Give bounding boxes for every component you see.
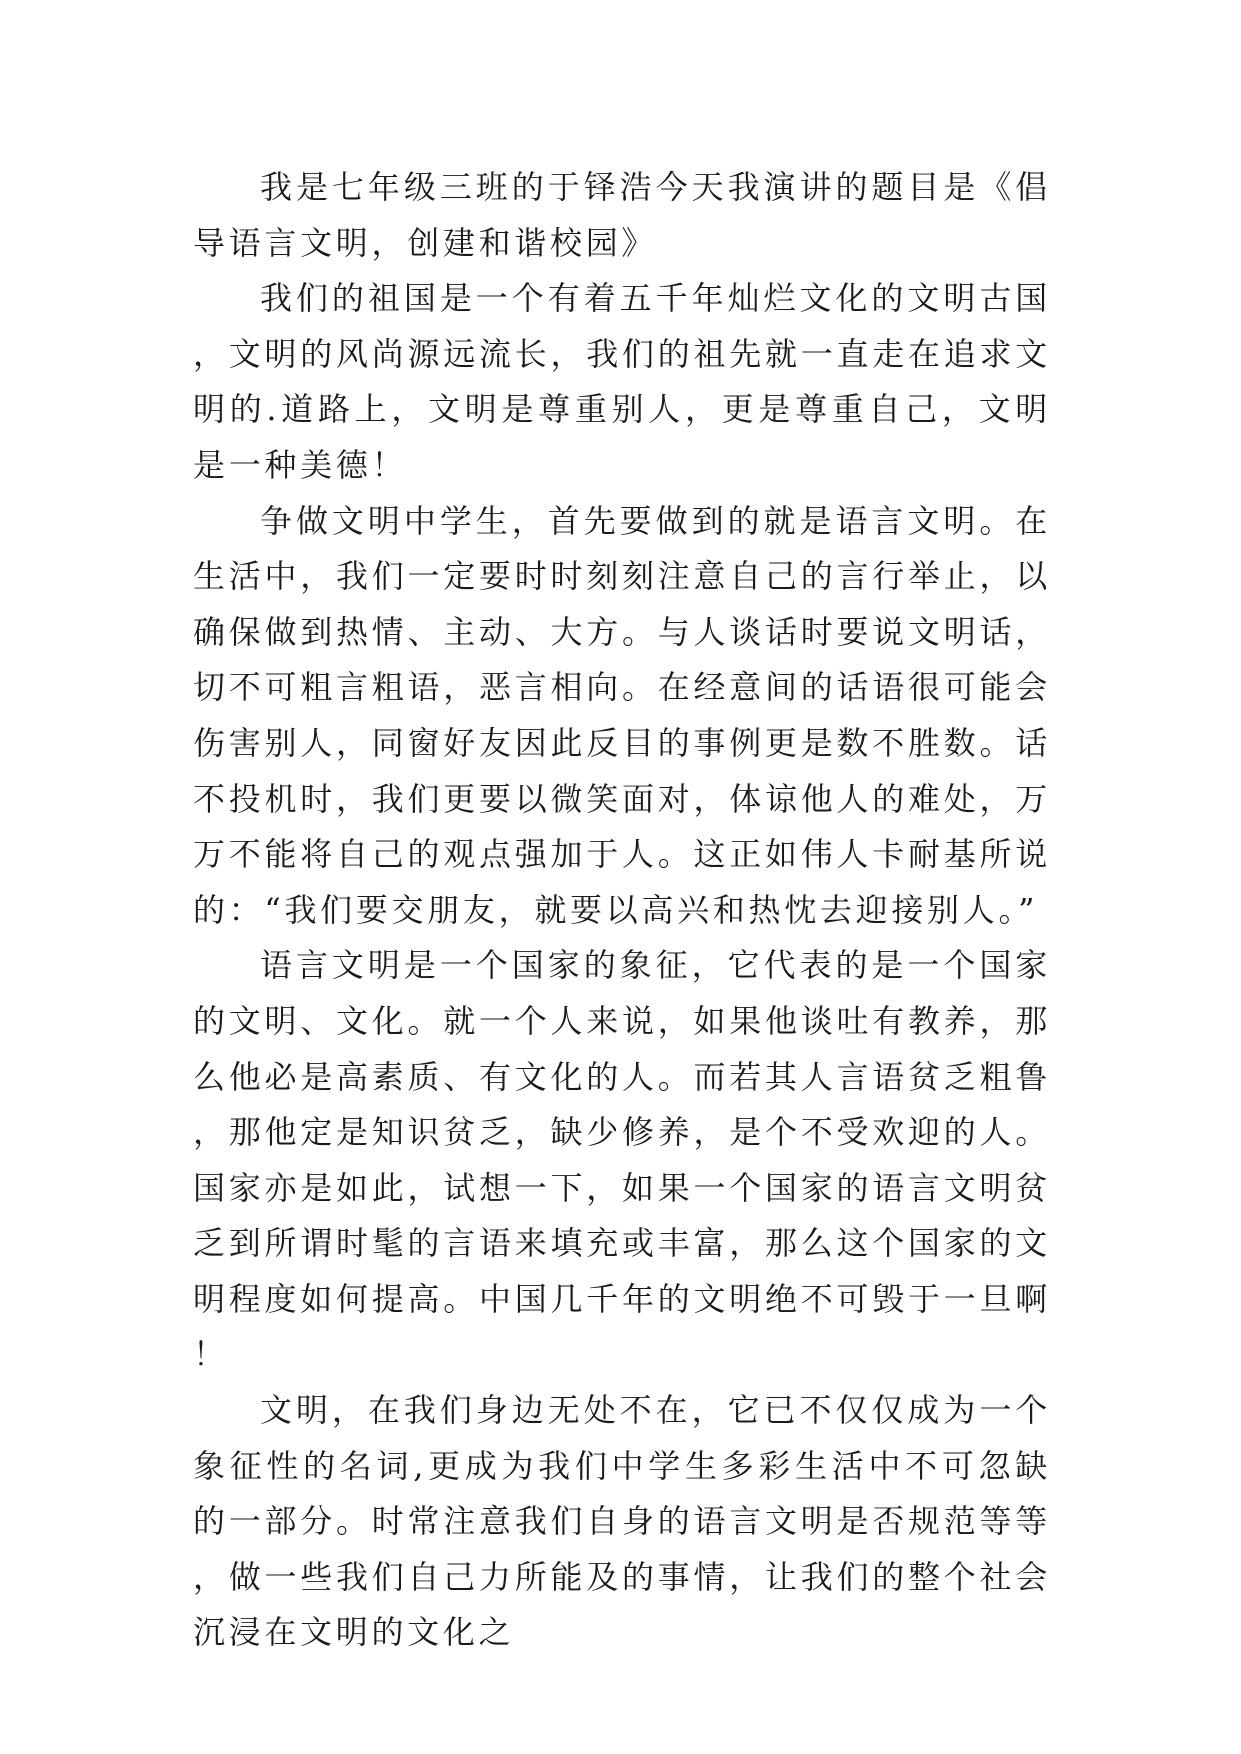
paragraph-1: 我是七年级三班的于铎浩今天我演讲的题目是《倡导语言文明，创建和谐校园》 xyxy=(193,168,1051,262)
paragraph-3: 争做文明中学生，首先要做到的就是语言文明。在生活中，我们一定要时时刻刻注意自己的言行举止，以确保做到热情、主动、大方。与人谈话时要说文明话，切不可粗言粗语，恶言相向。在经意间的话语很可能会伤害别人，同窗好友因此反目的事例更是数不胜数。话不投机时，我们更要以微笑面对，体谅他人的难处，万万不能将自己的观点强加于人。这正如伟人卡耐基所说的：“我们要交朋友，就要以高兴和热忱去迎接别人。” xyxy=(193,501,1051,929)
paragraph-5: 文明，在我们身边无处不在，它已不仅仅成为一个象征性的名词,更成为我们中学生多彩生活中不可忽缺的一部分。时常注意我们自身的语言文明是否规范等等，做一些我们自己力所能及的事情，让我们的整个社会沉浸在文明的文化之 xyxy=(193,1391,1051,1652)
paragraph-4: 语言文明是一个国家的象征，它代表的是一个国家的文明、文化。就一个人来说，如果他谈吐有教养，那么他必是高素质、有文化的人。而若其人言语贫乏粗鲁，那他定是知识贫乏，缺少修养，是个不受欢迎的人。国家亦是如此，试想一下，如果一个国家的语言文明贫乏到所谓时髦的言语来填充或丰富，那么这个国家的文明程度如何提高。中国几千年的文明绝不可毁于一旦啊！ xyxy=(193,946,1051,1374)
paragraph-2: 我们的祖国是一个有着五千年灿烂文化的文明古国，文明的风尚源远流长，我们的祖先就一直走在追求文明的.道路上，文明是尊重别人，更是尊重自己，文明是一种美德！ xyxy=(193,279,1051,484)
document-body xyxy=(193,160,1051,1661)
